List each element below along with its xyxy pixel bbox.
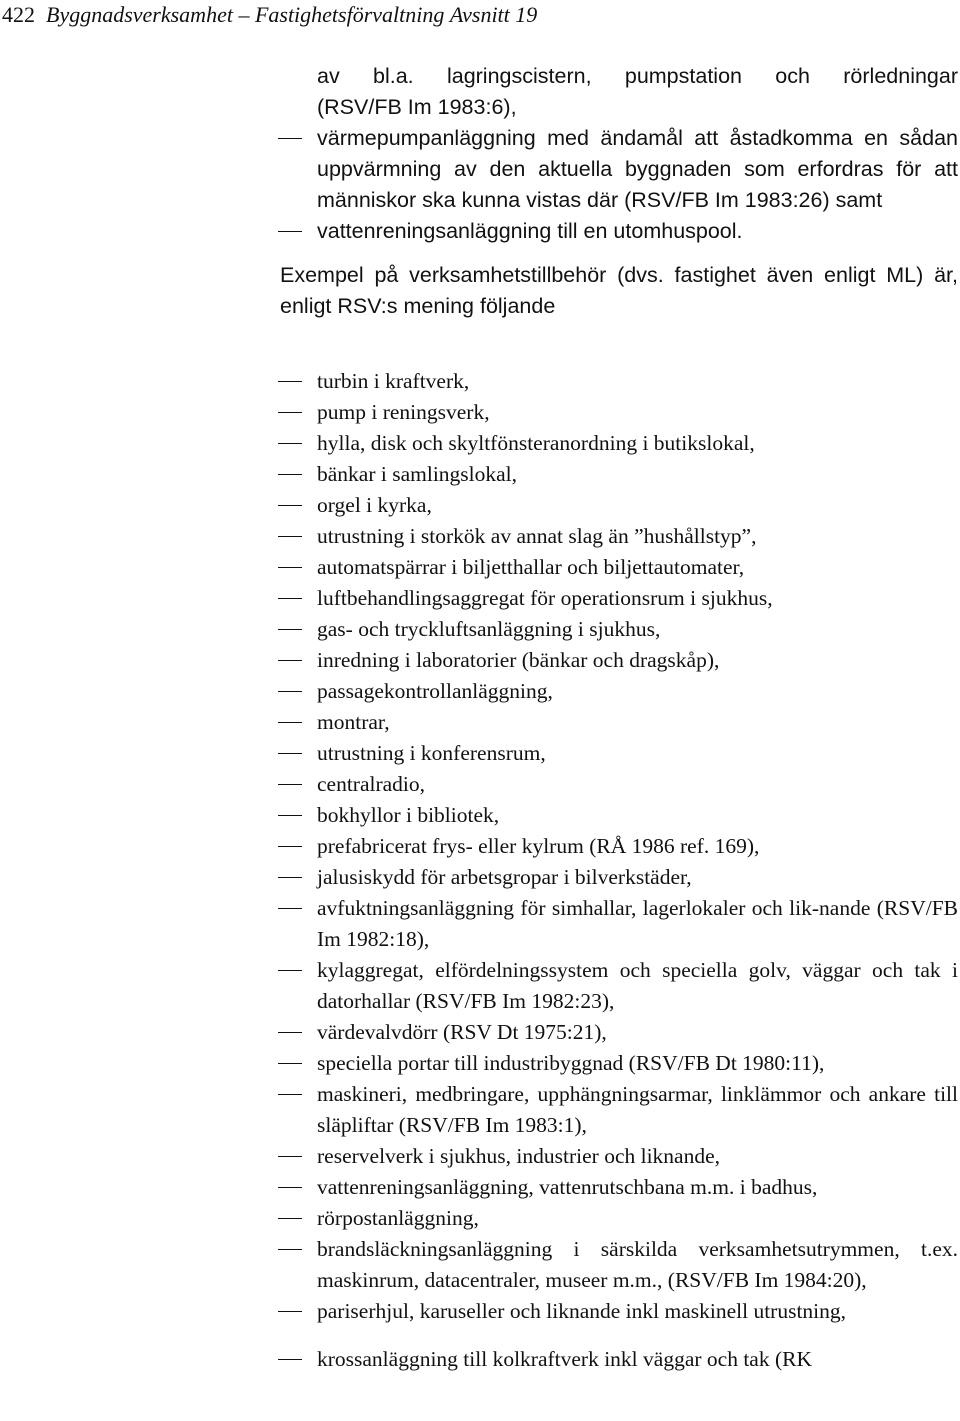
dash-bullet (278, 722, 302, 723)
list-item: vattenreningsanläggning till en utomhuspool. (0, 216, 960, 247)
top-list (0, 61, 960, 322)
dash-bullet (278, 1063, 302, 1064)
list-item: utrustning i storkök av annat slag än ”hushållstyp”, (0, 521, 960, 552)
list-item: brandsläckningsanläggning i särskilda verksamhetsutrymmen, t.ex. maskinrum, datacentraler, museer m.m., (RSV/FB Im 1984:20), (0, 1234, 960, 1296)
dash-bullet (278, 753, 302, 754)
list-item: bänkar i samlingslokal, (0, 459, 960, 490)
dash-bullet (278, 567, 302, 568)
list-item: krossanläggning till kolkraftverk inkl väggar och tak (RK (0, 1344, 960, 1375)
dash-bullet (278, 505, 302, 506)
list-item: pariserhjul, karuseller och liknande inkl maskinell utrustning, (0, 1296, 960, 1327)
list-item: automatspärrar i biljetthallar och biljettautomater, (0, 552, 960, 583)
list-item: bokhyllor i bibliotek, (0, 800, 960, 831)
continuation-line: av bl.a. lagringscistern, pumpstation och rörledningar (317, 64, 958, 88)
dash-bullet (278, 1359, 302, 1360)
dash-bullet (278, 1187, 302, 1188)
list-item: orgel i kyrka, (0, 490, 960, 521)
list-item: jalusiskydd för arbetsgropar i bilverkstäder, (0, 862, 960, 893)
dash-bullet (278, 443, 302, 444)
list-item: rörpostanläggning, (0, 1203, 960, 1234)
dash-bullet (278, 970, 302, 971)
list-item: speciella portar till industribyggnad (RSV/FB Dt 1980:11), (0, 1048, 960, 1079)
dash-bullet (278, 474, 302, 475)
dash-bullet (278, 1311, 302, 1312)
list-item: prefabricerat frys- eller kylrum (RÅ 1986 ref. 169), (0, 831, 960, 862)
dash-bullet (278, 908, 302, 909)
dash-bullet (278, 629, 302, 630)
list-item: passagekontrollanläggning, (0, 676, 960, 707)
dash-bullet (278, 660, 302, 661)
list-item: luftbehandlingsaggregat för operationsrum i sjukhus, (0, 583, 960, 614)
list-item: vattenreningsanläggning, vattenrutschbana m.m. i badhus, (0, 1172, 960, 1203)
continuation-line: (RSV/FB Im 1983:6), (317, 95, 517, 119)
list-item: värmepumpanläggning med ändamål att åstadkomma en sådan uppvärmning av den aktuella byggnaden som erfordras för att människor ska kunna vistas där (RSV/FB Im 1983:26) samt (0, 123, 960, 216)
list-item: montrar, (0, 707, 960, 738)
list-item: värdevalvdörr (RSV Dt 1975:21), (0, 1017, 960, 1048)
list-item: hylla, disk och skyltfönsteranordning i butikslokal, (0, 428, 960, 459)
book-title: Byggnadsverksamhet – Fastighetsförvaltning (46, 2, 445, 27)
dash-bullet (278, 1249, 302, 1250)
dash-bullet (278, 784, 302, 785)
list-item: inredning i laboratorier (bänkar och dragskåp), (0, 645, 960, 676)
dash-bullet (278, 1094, 302, 1095)
list-item: pump i reningsverk, (0, 397, 960, 428)
dash-bullet (278, 691, 302, 692)
list-item: turbin i kraftverk, (0, 366, 960, 397)
list-item: avfuktningsanläggning för simhallar, lagerlokaler och lik-nande (RSV/FB Im 1982:18), (0, 893, 960, 955)
section-label: Avsnitt 19 (449, 2, 538, 27)
dash-bullet (278, 815, 302, 816)
page-number: 422 (2, 2, 35, 27)
dash-bullet (278, 412, 302, 413)
running-header (2, 0, 537, 30)
list-item: centralradio, (0, 769, 960, 800)
list-item: reservelverk i sjukhus, industrier och liknande, (0, 1141, 960, 1172)
dash-bullet (278, 138, 302, 139)
intro-paragraph: Exempel på verksamhetstillbehör (dvs. fastighet även enligt ML) är, enligt RSV:s mening följande (280, 263, 958, 318)
dash-bullet (278, 877, 302, 878)
list-item: gas- och tryckluftsanläggning i sjukhus, (0, 614, 960, 645)
dash-bullet (278, 231, 302, 232)
dash-bullet (278, 1218, 302, 1219)
dash-bullet (278, 598, 302, 599)
equipment-list (0, 366, 960, 1375)
list-item: kylaggregat, elfördelningssystem och speciella golv, väggar och tak i datorhallar (RSV/FB Im 1982:23), (0, 955, 960, 1017)
dash-bullet (278, 536, 302, 537)
list-item: utrustning i konferensrum, (0, 738, 960, 769)
list-item: maskineri, medbringare, upphängningsarmar, linklämmor och ankare till släpliftar (RSV/FB Im 1983:1), (0, 1079, 960, 1141)
dash-bullet (278, 1156, 302, 1157)
dash-bullet (278, 846, 302, 847)
dash-bullet (278, 1032, 302, 1033)
dash-bullet (278, 381, 302, 382)
